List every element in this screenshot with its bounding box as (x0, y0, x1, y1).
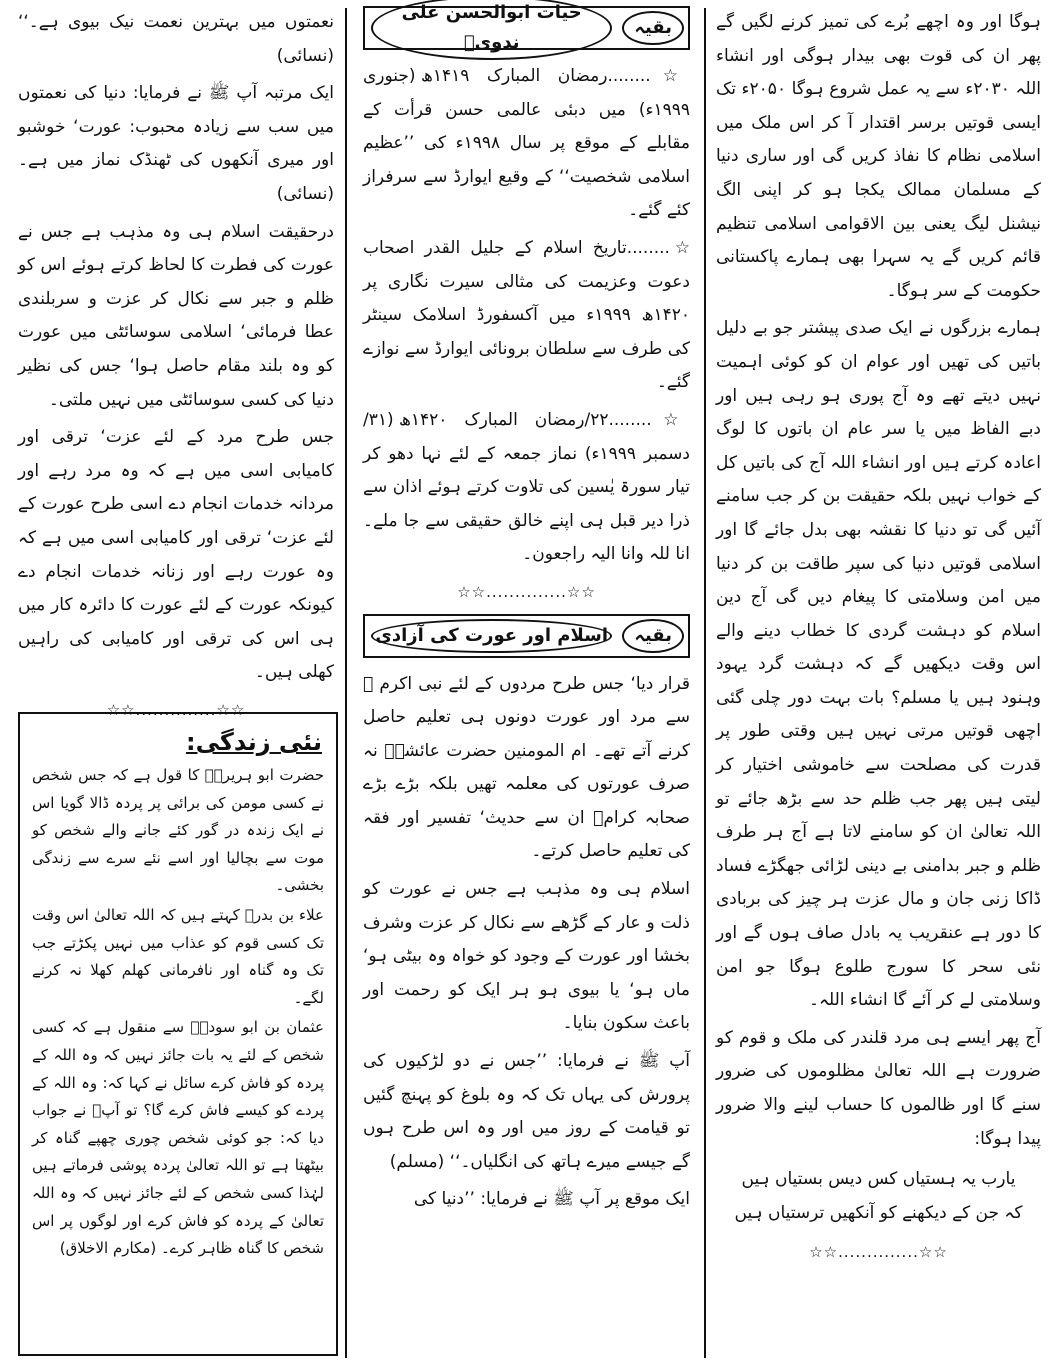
stars-divider-middle: ☆☆..............☆☆ (457, 582, 596, 601)
middle-paragraph-4: قرار دیا‘ جس طرح مردوں کے لئے نبی اکرم ﷺ سے مرد اور عورت دونوں ہی تعلیم حاصل کرنے آتے تھے۔ ام المومنین حضرت عائشہؓ نہ صرف عورتوں کی معلمہ تھیں بلکہ بڑے بڑے صحابہ کرامؓ ان سے حدیث‘ تفسیر اور فقہ کی تعلیم حاصل کرتے۔ (363, 673, 690, 862)
baqiya-tag-2: بقیہ (622, 619, 684, 653)
stars-divider-left: ☆☆..............☆☆ (106, 700, 246, 719)
left-paragraph-1: نعمتوں میں بہترین نعمت نیک بیوی ہے۔‘‘ (نسائی) (18, 12, 334, 66)
column-divider-left (345, 8, 347, 1358)
middle-column (363, 2, 691, 1221)
section-title-hayat: حیات ابوالحسن علی ندویؒ (371, 0, 612, 60)
box-body (32, 762, 324, 1263)
poem-line-1: یارب یہ ہستیاں کس دیس بستیاں ہیں (741, 1169, 1016, 1190)
box-paragraph-2: علاء بن بدرؒ کہتے ہیں کہ اللہ تعالیٰ اس وقت تک کسی قوم کو عذاب میں نہیں پکڑتے جب تک وہ گناہ اور نافرمانی کھلم کھلا نہ کرنے لگے۔ (32, 905, 324, 1007)
middle-paragraph-7: ایک موقع پر آپ ﷺ نے فرمایا: ’’دنیا کی (413, 1189, 690, 1210)
middle-paragraph-2: ☆........تاریخ اسلام کے جلیل القدر اصحاب دعوت وعزیمت کی مثالی سیرت نگاری پر ۱۴۲۰ھ ۱۹۹۹ء میں آکسفورڈ اسلامک سینٹر کی طرف سے سلطان برونائی ایوارڈ سے نوازے گئے۔ (363, 237, 690, 393)
left-paragraph-4: جس طرح مرد کے لئے عزت‘ ترقی اور کامیابی اسی میں ہے کہ وہ مرد رہے اور مردانہ خدمات انجام دے اسی طرح عورت کے لئے عزت‘ ترقی اور کامیابی اسی میں ہے کہ وہ عورت رہے اور زنانہ خدمات انجام دے کیونکہ عورت کے لئے عورت کا دائرہ کار میں ہی اس کی ترقی اور کامیابی کی راہیں کھلی ہیں۔ (18, 427, 334, 683)
section-header-hayat (363, 2, 690, 53)
column-divider-right (704, 8, 706, 1358)
right-column (716, 6, 1041, 1274)
middle-paragraph-3: ☆........۲۲/رمضان المبارک ۱۴۲۰ھ (۳۱/دسمبر ۱۹۹۹ء) نماز جمعہ کے لئے نہا دھو کر تیار سورۃ یٰسین کی تلاوت کرتے ہوئے اذان سے ذرا دیر قبل ہی اپنے خالق حقیقی سے جا ملے۔ انا للہ وانا الیہ راجعون۔ (363, 409, 690, 565)
poem-line-2: کہ جن کے دیکھنے کو آنکھیں ترستیاں ہیں (734, 1203, 1023, 1224)
nai-zindagi-box (18, 712, 338, 1356)
section-title-islam-aurat: اسلام اور عورت کی آزادی (371, 619, 612, 653)
stars-divider-right: ☆☆..............☆☆ (809, 1243, 948, 1262)
poem (716, 1162, 1041, 1230)
section-header-islam-aurat (363, 614, 690, 658)
middle-paragraph-1: ☆........رمضان المبارک ۱۴۱۹ھ (جنوری ۱۹۹۹ء) میں دبئی عالمی حسن قرأت کے مقابلے کے موقع پر سال ۱۹۹۸ء کی ’’عظیم اسلامی شخصیت‘‘ کے وقیع ایوارڈ سے سرفراز کئے گئے۔ (363, 66, 691, 221)
middle-paragraph-6: آپ ﷺ نے فرمایا: ’’جس نے دو لڑکیوں کی پرورش کی یہاں تک کہ وہ بلوغ کو پہنچ گئیں تو قیامت کے روز میں اور وہ اس طرح ہوں گے جیسے میرے ہاتھ کی انگلیاں۔‘‘ (مسلم) (363, 1051, 690, 1172)
left-column (18, 6, 334, 731)
right-paragraph-3: آج پھر ایسے ہی مرد قلندر کی ملک و قوم کو ضرورت ہے اللہ تعالیٰ مظلوموں کی ضرور سنے گا اور ظالموں کا حساب لینے والا ضرور پیدا ہوگا: (716, 1027, 1041, 1149)
middle-paragraph-5: اسلام ہی وہ مذہب ہے جس نے عورت کو ذلت و عار کے گڑھے سے نکال کر عزت وشرف بخشا اور عورت کے وجود کو خواہ وہ بیٹی ہو‘ ماں ہو‘ یا بیوی ہو ہر ایک کو رحمت اور باعث سکون بنایا۔ (363, 879, 690, 1034)
left-paragraph-2: ایک مرتبہ آپ ﷺ نے فرمایا: دنیا کی نعمتوں میں سب سے زیادہ محبوب: عورت‘ خوشبو اور میری آنکھوں کی ٹھنڈک نماز میں ہے۔ (نسائی) (18, 83, 334, 204)
left-paragraph-3: درحقیقت اسلام ہی وہ مذہب ہے جس نے عورت کی فطرت کا لحاظ کرتے ہوئے اس کو ظلم و جبر سے نکال کر عزت و سربلندی عطا فرمائی‘ اسلامی سوسائٹی میں عورت کو وہ بلند مقام حاصل ہوا‘ جس کی نظیر دنیا کی کسی سوسائٹی میں نہیں ملتی۔ (18, 221, 334, 410)
right-paragraph-1: ہوگا اور وہ اچھے بُرے کی تمیز کرنے لگیں گے پھر ان کی قوت بھی بیدار ہوگی اور انشاء اللہ ۲۰۳۰ء سے یہ عمل شروع ہوگا ۲۰۵۰ء تک ایسی قوتیں برسر اقتدار آ کر اس ملک میں اسلامی نظام کا نفاذ کریں گی اور ساری دنیا کے مسلمان ممالک یکجا ہو کر اپنی الگ نیشنل لیگ یعنی بین الاقوامی اسلامی تنظیم قائم کریں گے یہ سہرا بھی ہمارے پاکستانی حکومت کے سر ہوگا۔ (716, 12, 1041, 301)
box-paragraph-3: عثمان بن ابو سودہؒ سے منقول ہے کہ کسی شخص کے لئے یہ بات جائز نہیں کہ وہ اللہ کے پردہ کو فاش کرے سائل نے کہا کہ: وہ اللہ کے پردے کو کیسے فاش کرے گا؟ تو آپؒ نے جواب دیا کہ: جو کوئی شخص چوری چھپے گناہ کر بیٹھتا ہے تو اللہ تعالیٰ پردہ پوشی فرماتے ہیں لہٰذا کسی شخص کے لئے جائز نہیں کہ وہ اللہ تعالیٰ کے پردہ کو فاش کرے اور لوگوں پر اس شخص کا گناہ ظاہر کرے۔ (مکارم الاخلاق) (32, 1018, 324, 1258)
box-title: نئی زندگی: (186, 728, 322, 756)
box-paragraph-1: حضرت ابو ہریرہؓ کا قول ہے کہ جس شخص نے کسی مومن کی برائی پر پردہ ڈالا گویا اس نے ایک زندہ در گور کئے جانے والے شخص کو موت سے بچالیا اور اسے نئے سرے سے زندگی بخشی۔ (32, 766, 324, 895)
baqiya-tag: بقیہ (622, 11, 684, 45)
right-paragraph-2: ہمارے بزرگوں نے ایک صدی پیشتر جو بے دلیل باتیں کی تھیں اور عوام ان کو کوئی اہمیت نہیں دیتے تھے وہ آج پوری ہو رہی ہیں اور دبے الفاظ میں یا سر عام ان باتوں کا لوگ اعادہ کرتے ہیں اور انشاء اللہ آج کی باتیں کل کے خواب نہیں بلکہ حقیقت بن کر جب سامنے آئیں گی تو دنیا کا نقشہ بھی بدل جائے گا اور اسلامی قوتیں دنیا کی سپر طاقت بن کر دنیا میں امن وسلامتی کا پیغام دیں گی آج دین اسلام کو دہشت گردی کا خطاب دینے والے اس وقت دیکھیں گے کہ دہشت گرد یہود وہنود ہیں یا مسلم؟ بات بہت دور چلی گئی اچھی قوتیں مرتی نہیں ہیں وقتی طور پر قدرت کی مصلحت سے خاموشی اختیار کر لیتی ہیں پھر جب ظلم حد سے بڑھ جائے تو اللہ تعالیٰ ان کو سامنے لاتا ہے آج ہر طرف ظلم و جبر بدامنی بے دینی لڑائی جھگڑے فساد ڈاکا زنی جان و مال عزت ہر چیز کی بربادی کا دور ہے عنقریب یہ بادل صاف ہوں گے اور نئی سحر کا سورج طلوع ہوگا جو امن وسلامتی لے کر آئے گا انشاء اللہ۔ (716, 318, 1041, 1011)
